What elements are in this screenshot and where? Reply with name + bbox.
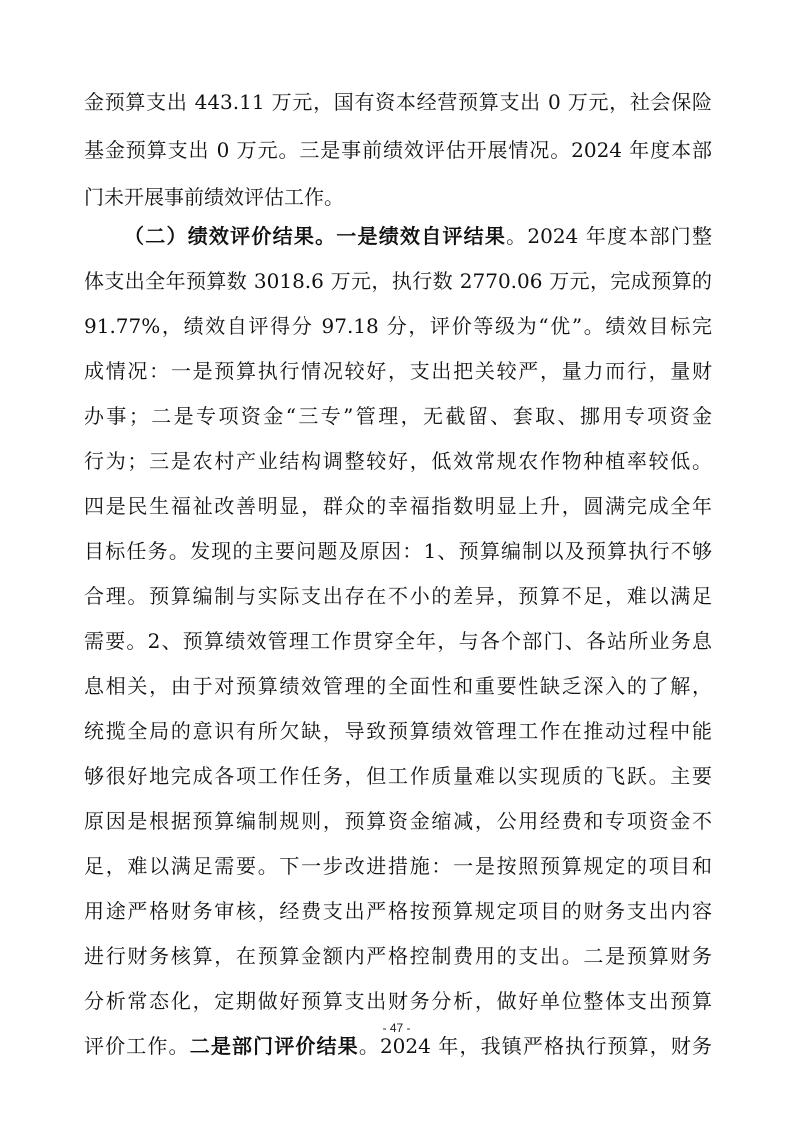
text-segment: 息相关，由于对预算绩效管理的全面性和重要性缺乏深入的了解， xyxy=(84,674,712,698)
text-line xyxy=(84,314,712,338)
text-segment: 足，难以满足需要。下一步改进措施：一是按照预算规定的项目和 xyxy=(84,854,712,878)
text-segment: 四是民生福祉改善明显，群众的幸福指数明显上升，圆满完成全年 xyxy=(84,494,712,518)
text-line xyxy=(84,494,712,518)
text-segment: 用途严格财务审核，经费支出严格按预算规定项目的财务支出内容 xyxy=(84,899,712,923)
text-segment: 。2024 年度本部门整 xyxy=(506,224,713,248)
text-line xyxy=(84,674,712,698)
text-line xyxy=(84,449,712,473)
text-line xyxy=(84,584,712,608)
text-segment: 91.77%，绩效自评得分 97.18 分，评价等级为“优”。绩效目标完 xyxy=(84,314,712,338)
text-segment: 分析常态化，定期做好预算支出财务分析，做好单位整体支出预算 xyxy=(84,989,712,1013)
text-line xyxy=(84,90,712,114)
text-line xyxy=(84,899,712,923)
text-segment: 目标任务。发现的主要问题及原因：1、预算编制以及预算执行不够 xyxy=(84,539,712,563)
text-line xyxy=(124,224,712,248)
text-segment: 需要。2、预算绩效管理工作贯穿全年，与各个部门、各站所业务息 xyxy=(84,629,712,653)
text-line xyxy=(84,138,712,162)
text-segment: 原因是根据预算编制规则，预算资金缩减，公用经费和专项资金不 xyxy=(84,809,712,833)
text-segment: 进行财务核算，在预算金额内严格控制费用的支出。二是预算财务 xyxy=(84,944,712,968)
text-line xyxy=(84,629,712,653)
text-line xyxy=(84,854,712,878)
text-segment: 评价工作。 xyxy=(84,1034,190,1058)
text-segment: 。2024 年，我镇严格执行预算，财务 xyxy=(358,1034,713,1058)
bold-heading-text: （二）绩效评价结果。一是绩效自评结果 xyxy=(124,224,507,248)
text-segment: 统揽全局的意识有所欠缺，导致预算绩效管理工作在推动过程中能 xyxy=(84,719,712,743)
text-segment: 行为；三是农村产业结构调整较好，低效常规农作物种植率较低。 xyxy=(84,449,712,473)
text-line xyxy=(84,764,712,788)
text-segment: 基金预算支出 0 万元。三是事前绩效评估开展情况。2024 年度本部 xyxy=(84,138,712,162)
text-line xyxy=(84,269,712,293)
text-line xyxy=(84,359,712,383)
text-line xyxy=(84,404,712,428)
text-segment: 办事；二是专项资金“三专”管理，无截留、套取、挪用专项资金 xyxy=(84,404,712,428)
text-line xyxy=(84,185,712,209)
text-line xyxy=(84,809,712,833)
text-segment: 金预算支出 443.11 万元，国有资本经营预算支出 0 万元，社会保险 xyxy=(84,90,712,114)
text-segment: 够很好地完成各项工作任务，但工作质量难以实现质的飞跃。主要 xyxy=(84,764,712,788)
text-line xyxy=(84,944,712,968)
text-segment: 合理。预算编制与实际支出存在不小的差异，预算不足，难以满足 xyxy=(84,584,712,608)
text-segment: 成情况：一是预算执行情况较好，支出把关较严，量力而行，量财 xyxy=(84,359,712,383)
text-line xyxy=(84,1034,712,1058)
text-segment: 体支出全年预算数 3018.6 万元，执行数 2770.06 万元，完成预算的 xyxy=(84,269,712,293)
text-line xyxy=(84,719,712,743)
text-segment: 门未开展事前绩效评估工作。 xyxy=(84,185,344,209)
text-line xyxy=(84,539,712,563)
text-line xyxy=(84,989,712,1013)
page-number: - 47 - xyxy=(382,1021,411,1035)
bold-heading-text: 二是部门评价结果 xyxy=(189,1034,359,1058)
